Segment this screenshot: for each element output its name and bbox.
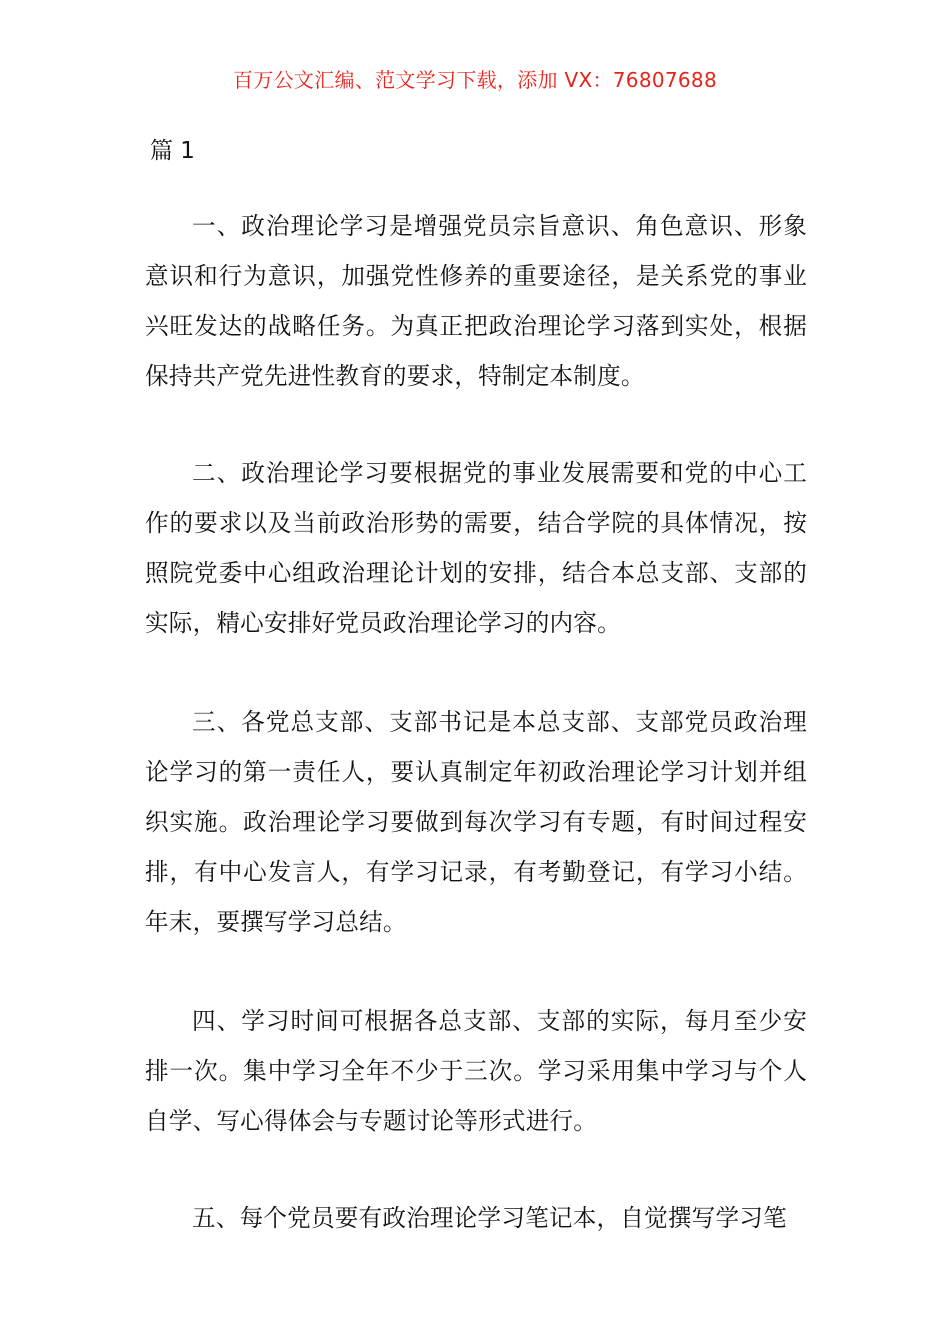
- paragraph-4: 四、学习时间可根据各总支部、支部的实际，每月至少安排一次。集中学习全年不少于三次。学习采用集中学习与个人自学、写心得体会与专题讨论等形式进行。: [145, 1006, 807, 1135]
- paragraph-2: 二、政治理论学习要根据党的事业发展需要和党的中心工作的要求以及当前政治形势的需要，结合学院的具体情况，按照院党委中心组政治理论计划的安排，结合本总支部、支部的实际，精心安排好党员政治理论学习的内容。: [145, 458, 807, 637]
- paragraph-1: 一、政治理论学习是增强党员宗旨意识、角色意识、形象意识和行为意识，加强党性修养的重要途径，是关系党的事业兴旺发达的战略任务。为真正把政治理论学习落到实处，根据保持共产党先进性教育的要求，特制定本制度。: [145, 211, 807, 390]
- header-banner: 百万公文汇编、范文学习下载，添加 VX：76807688: [233, 68, 717, 92]
- paragraph-5: 五、每个党员要有政治理论学习笔记本，自觉撰写学习笔: [192, 1203, 787, 1232]
- section-title: 篇 1: [150, 138, 195, 164]
- paragraph-3: 三、各党总支部、支部书记是本总支部、支部党员政治理论学习的第一责任人，要认真制定年初政治理论学习计划并组织实施。政治理论学习要做到每次学习有专题，有时间过程安排，有中心发言人，有学习记录，有考勤登记，有学习小结。年末，要撰写学习总结。: [145, 707, 807, 936]
